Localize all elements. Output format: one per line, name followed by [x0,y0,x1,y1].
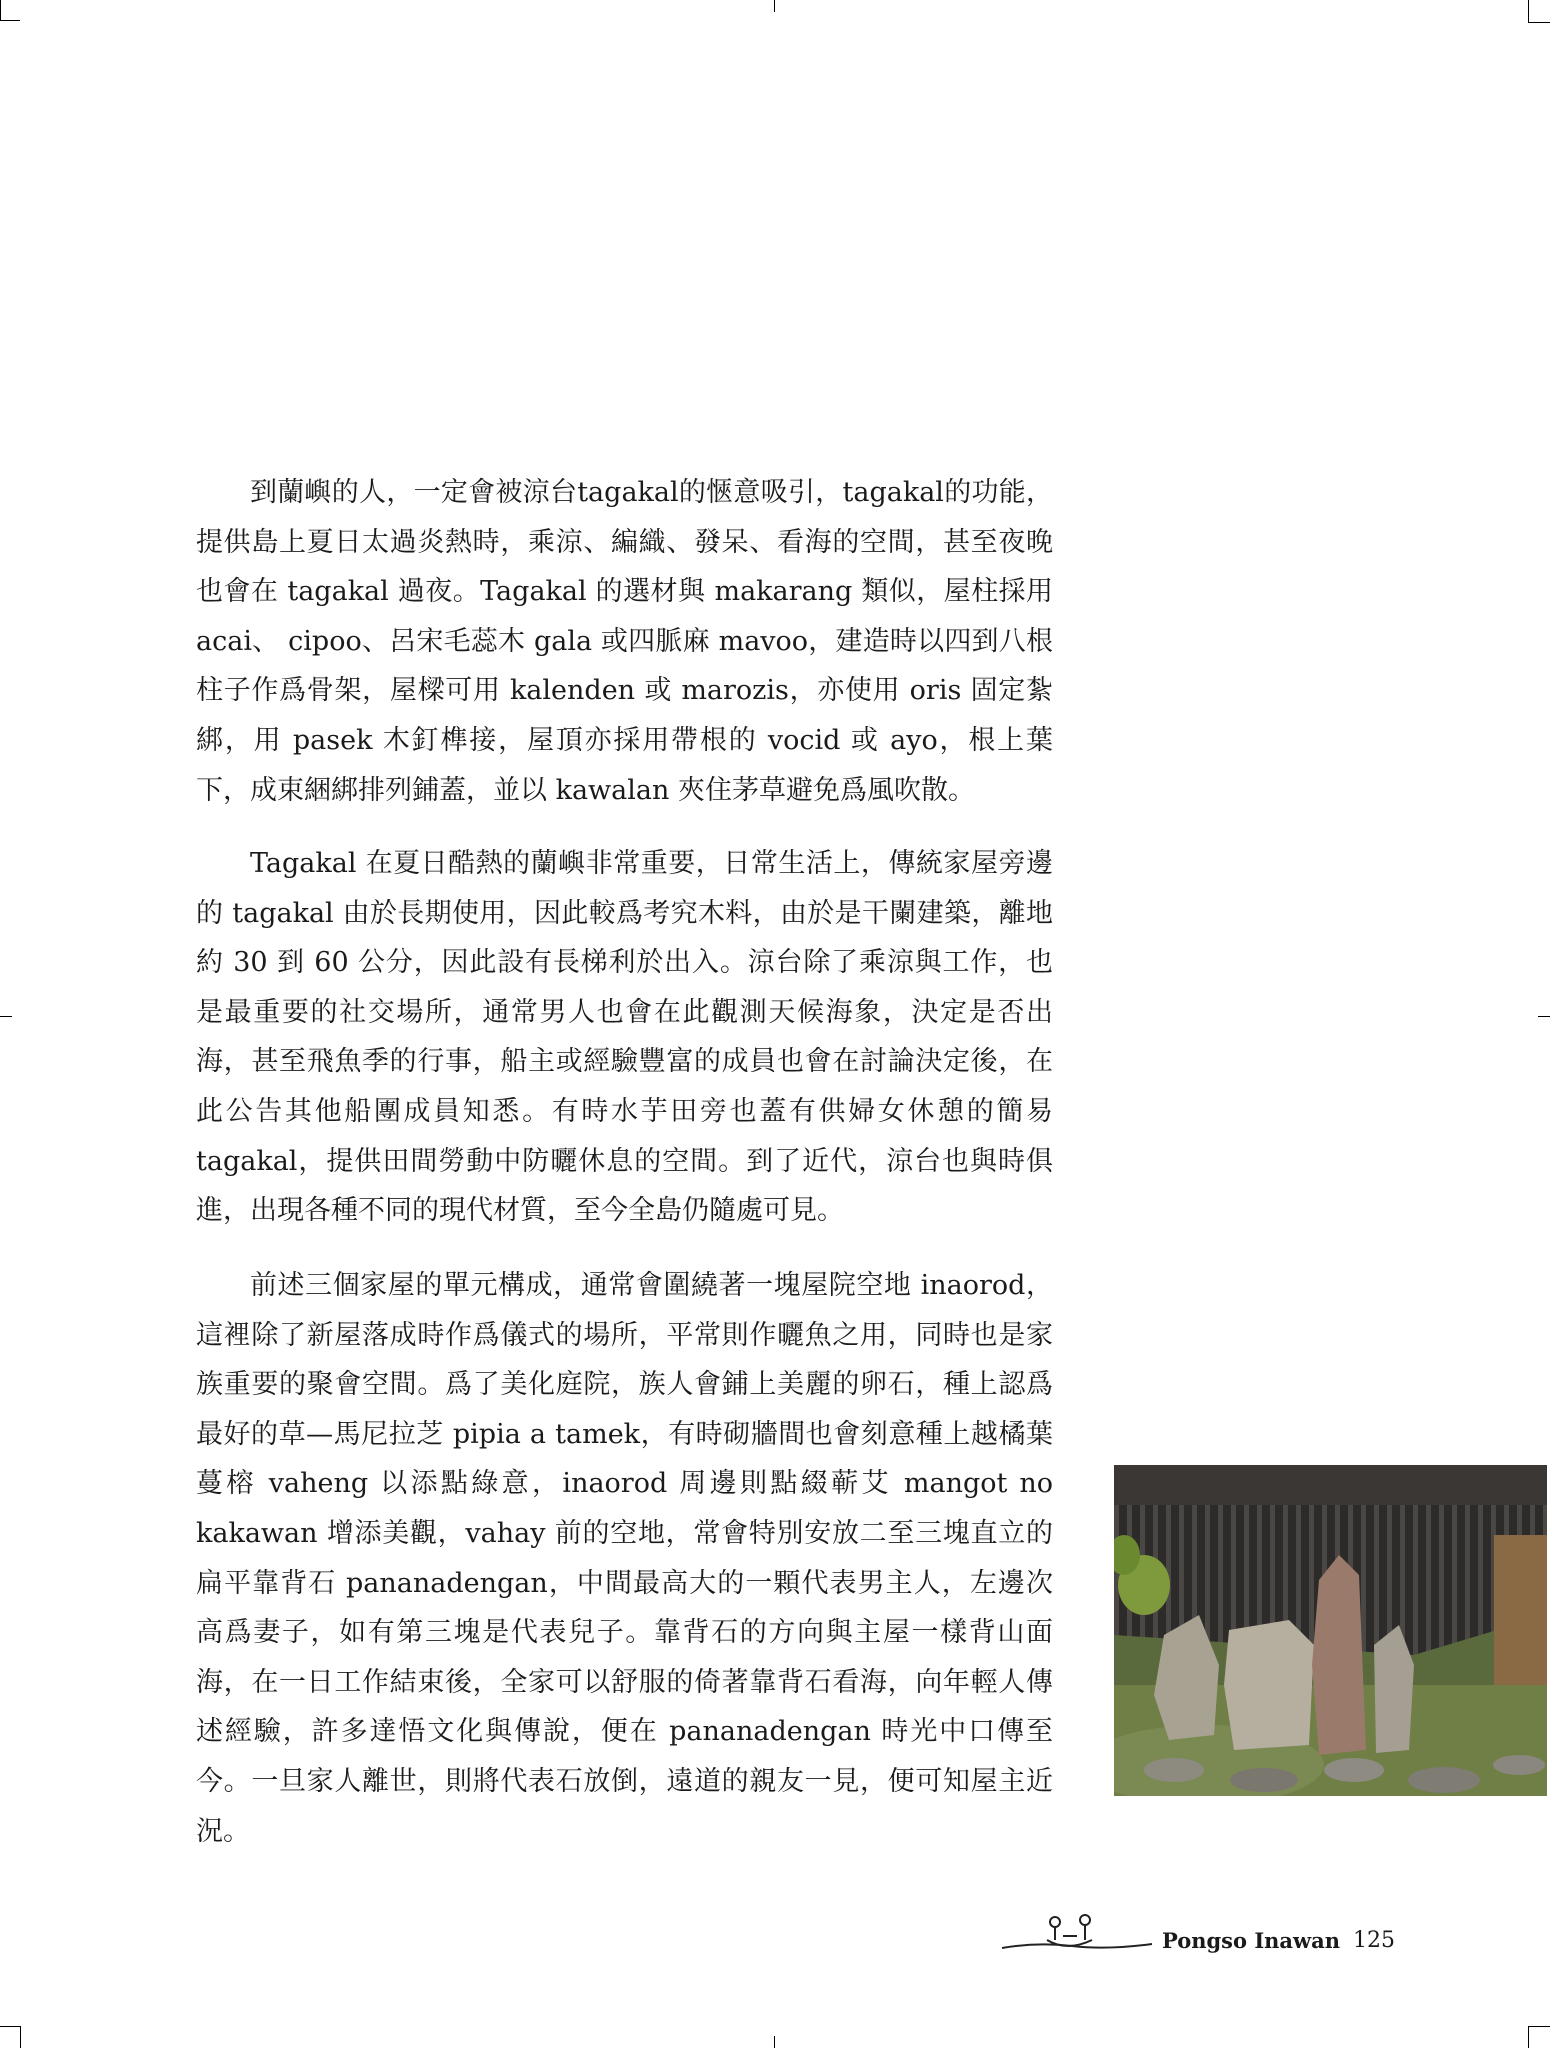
backrest-stones-photo [1114,1465,1547,1796]
backrest-stones-illustration [1114,1465,1547,1796]
crop-mark-top-left [0,20,20,21]
running-footer-title: Pongso Inawan [1162,1928,1340,1953]
crop-mark-bottom-left [0,2026,20,2027]
body-paragraph: 到蘭嶼的人，一定會被涼台tagakal的愜意吸引，tagakal的功能，提供島上夏日太過炎熱時，乘涼、編織、發呆、看海的空間，甚至夜晚也會在 tagakal 過夜。Tagakal 的選材與 makarang 類似，屋柱採用 acai、 cipoo、呂宋毛蕊木 gala 或四脈麻 mavoo，建造時以四到八根柱子作爲骨架，屋樑可用 kalenden 或 marozis，亦使用 oris 固定紮綁，用 pasek 木釘榫接，屋頂亦採用帶根的 vocid 或 ayo，根上葉下，成束綑綁排列鋪蓋，並以 kawalan 夾住茅草避免爲風吹散。 [196,477,1053,806]
page-number: 125 [1353,1928,1395,1953]
crop-mark-bottom-center [774,2036,775,2048]
boat-logo-icon [997,1906,1157,1962]
crop-mark-top-left [0,0,1,20]
body-paragraph: Tagakal 在夏日酷熱的蘭嶼非常重要，日常生活上，傳統家屋旁邊的 tagakal 由於長期使用，因此較爲考究木料，由於是干闌建築，離地約 30 到 60 公分，因此設有長梯利於出入。涼台除了乘涼與工作，也是最重要的社交場所，通常男人也會在此觀測天候海象，決定是否出海，甚至飛魚季的行事，船主或經驗豐富的成員也會在討論決定後，在此公告其他船團成員知悉。有時水芋田旁也蓋有供婦女休憩的簡易tagakal，提供田間勞動中防曬休息的空間。到了近代，涼台也與時俱進，出現各種不同的現代材質，至今全島仍隨處可見。 [196,848,1053,1227]
crop-mark-top-center [774,0,775,12]
crop-mark-mid-right [1538,1016,1550,1017]
crop-mark-bottom-left [20,2026,21,2048]
crop-mark-bottom-right [1528,2026,1529,2048]
crop-mark-top-right [1528,0,1529,22]
crop-mark-top-right [1528,22,1550,23]
crop-mark-bottom-right [1528,2026,1550,2027]
crop-mark-mid-left [0,1016,12,1017]
body-paragraph: 前述三個家屋的單元構成，通常會圍繞著一塊屋院空地 inaorod，這裡除了新屋落成時作爲儀式的場所，平常則作曬魚之用，同時也是家族重要的聚會空間。爲了美化庭院，族人會鋪上美麗的卵石，種上認爲最好的草—馬尼拉芝 pipia a tamek，有時砌牆間也會刻意種上越橘葉蔓榕 vaheng 以添點綠意，inaorod 周邊則點綴蕲艾 mangot no kakawan 增添美觀，vahay 前的空地，常會特別安放二至三塊直立的扁平靠背石 pananadengan，中間最高大的一顆代表男主人，左邊次高爲妻子，如有第三塊是代表兒子。靠背石的方向與主屋一樣背山面海，在一日工作結束後，全家可以舒服的倚著靠背石看海，向年輕人傳述經驗，許多達悟文化與傳說，便在 pananadengan 時光中口傳至今。一旦家人離世，則將代表石放倒，遠道的親友一見，便可知屋主近況。 [196,1270,1053,1847]
